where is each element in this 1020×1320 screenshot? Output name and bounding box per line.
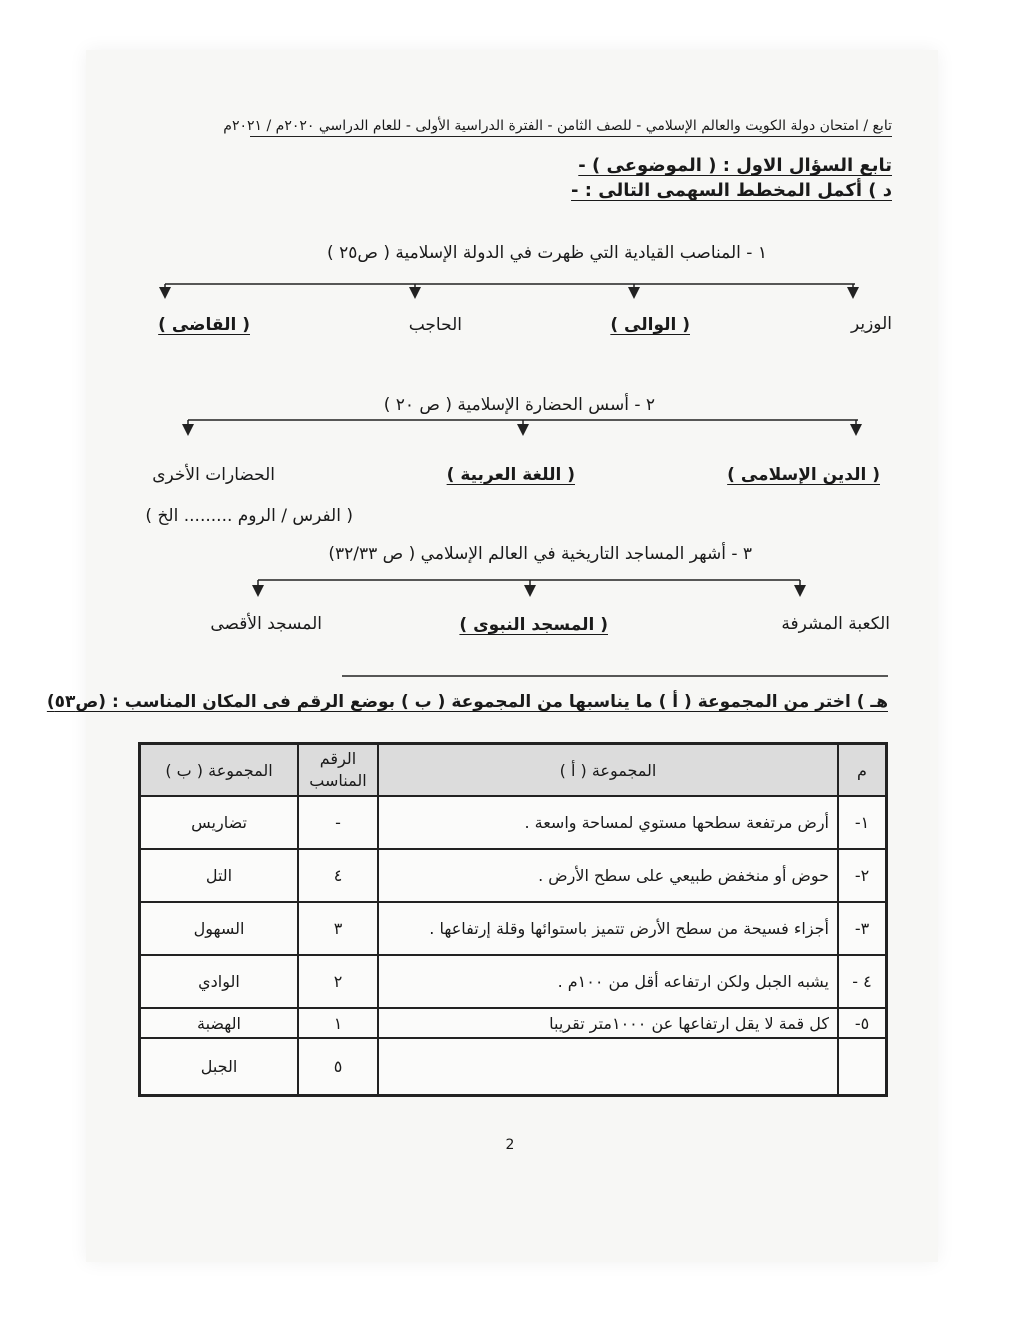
- row-group-b: تضاريس: [140, 796, 299, 849]
- row-group-a: حوض أو منخفض طبيعي على سطح الأرض .: [378, 849, 838, 902]
- row-group-a: [378, 1038, 838, 1096]
- table-row: [140, 902, 887, 955]
- header-rank: الرقم المناسب: [298, 744, 378, 797]
- row-num: [838, 1038, 887, 1096]
- row-num: ٣-: [838, 902, 887, 955]
- row-group-a: أجزاء فسيحة من سطح الأرض تتميز باستوائها وقلة إرتفاعها .: [378, 902, 838, 955]
- diagram1-item-chamberlain: الحاجب: [408, 315, 462, 335]
- diagram1-item-judge: ( القاضى ): [158, 315, 250, 335]
- diagram2-note: ( الفرس / الروم ......... الخ ): [145, 506, 353, 526]
- page-number: 2: [505, 1137, 515, 1153]
- diagram3-item-aqsa: المسجد الأقصى: [210, 614, 322, 634]
- diagram2-item-other-civilizations: الحضارات الأخرى: [152, 465, 275, 485]
- row-num: ٥-: [838, 1008, 887, 1038]
- diagram1-item-vizier: الوزير: [850, 314, 892, 334]
- row-rank[interactable]: ١: [298, 1008, 378, 1038]
- row-rank[interactable]: ٥: [298, 1038, 378, 1096]
- row-group-a: كل قمة لا يقل ارتفاعها عن ١٠٠٠متر تقريبا: [378, 1008, 838, 1038]
- section-h-instruction: هـ ) اختر من المجموعة ( أ ) ما يناسبها من المجموعة ( ب ) بوضع الرقم فى المكان المناسب : (ص٥٣): [46, 692, 888, 712]
- row-group-b: الهضبة: [140, 1008, 299, 1038]
- row-rank[interactable]: -: [298, 796, 378, 849]
- row-group-a: أرض مرتفعة سطحها مستوي لمساحة واسعة .: [378, 796, 838, 849]
- row-num: ١-: [838, 796, 887, 849]
- table-row: [140, 796, 887, 849]
- diagram1-title: ١ - المناصب القيادية التي ظهرت في الدولة الإسلامية ( ص٢٥ ): [327, 243, 767, 263]
- table-row: [140, 849, 887, 902]
- section-d-instruction: د ) أكمل المخطط السهمى التالى : -: [571, 180, 892, 201]
- row-num: ٢-: [838, 849, 887, 902]
- section-title: تابع السؤال الاول : ( الموضوعى ) -: [578, 155, 892, 176]
- diagram2-title: ٢ - أسس الحضارة الإسلامية ( ص ٢٠ ): [383, 395, 655, 415]
- diagram1-item-governor: ( الوالى ): [610, 315, 690, 335]
- row-group-b: السهول: [140, 902, 299, 955]
- row-rank[interactable]: ٣: [298, 902, 378, 955]
- matching-table: [138, 742, 888, 1097]
- row-rank[interactable]: ٢: [298, 955, 378, 1008]
- row-group-b: الجبل: [140, 1038, 299, 1096]
- table-row: [140, 1038, 887, 1096]
- table-row: [140, 955, 887, 1008]
- row-group-b: التل: [140, 849, 299, 902]
- row-group-b: الوادي: [140, 955, 299, 1008]
- diagram3-item-kaaba: الكعبة المشرفة: [781, 614, 890, 634]
- table-header-row: [140, 744, 887, 797]
- exam-header: تابع / امتحان دولة الكويت والعالم الإسلامي - للصف الثامن - الفترة الدراسية الأولى - للعام الدراسي ٢٠٢٠م / ٢٠٢١م: [250, 118, 892, 137]
- header-group-b: المجموعة ( ب ): [140, 744, 299, 797]
- row-rank[interactable]: ٤: [298, 849, 378, 902]
- diagram3-item-prophet-mosque: ( المسجد النبوى ): [459, 615, 608, 635]
- row-num: ٤ -: [838, 955, 887, 1008]
- diagram2-item-arabic: ( اللغة العربية ): [446, 465, 575, 485]
- header-num: م: [838, 744, 887, 797]
- diagram2-item-religion: ( الدين الإسلامى ): [727, 465, 880, 485]
- diagram3-title: ٣ - أشهر المساجد التاريخية في العالم الإسلامي ( ص ٣٢/٣٣): [328, 544, 752, 564]
- row-group-a: يشبه الجبل ولكن ارتفاعه أقل من ١٠٠م .: [378, 955, 838, 1008]
- table-row: [140, 1008, 887, 1038]
- header-group-a: المجموعة ( أ ): [378, 744, 838, 797]
